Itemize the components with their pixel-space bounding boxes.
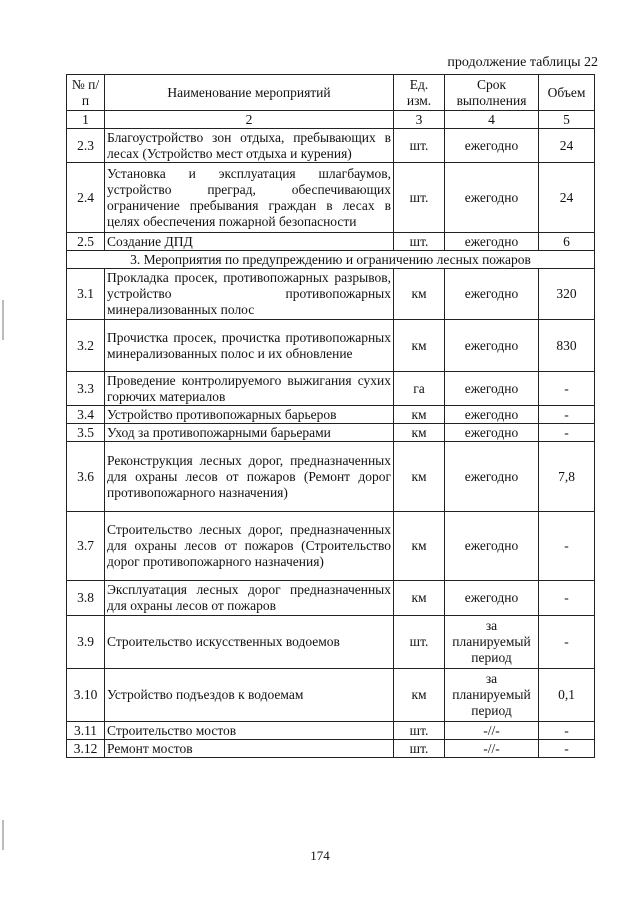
table-row — [67, 406, 595, 424]
row-name: Реконструкция лесных дорог, предназначенных для охраны лесов от пожаров (Ремонт дорог противопожарного назначения) — [105, 442, 394, 512]
table-row — [67, 740, 595, 758]
row-num: 2.4 — [67, 163, 105, 233]
colnum: 5 — [539, 111, 595, 129]
row-name: Установка и эксплуатация шлагбаумов, устройство преград, обеспечивающих ограничение пребывания граждан в лесах в целях обеспечения пожарной безопасности — [105, 163, 394, 233]
row-term: ежегодно — [445, 320, 539, 372]
row-volume: 24 — [539, 163, 595, 233]
row-unit: шт. — [394, 129, 445, 163]
row-num: 3.8 — [67, 581, 105, 616]
row-unit: шт. — [394, 722, 445, 740]
row-name: Создание ДПД — [105, 233, 394, 251]
row-num: 3.4 — [67, 406, 105, 424]
row-num: 3.1 — [67, 269, 105, 320]
row-name: Строительство лесных дорог, предназначенных для охраны лесов от пожаров (Строительство дорог противопожарного назначения) — [105, 512, 394, 581]
table-row — [67, 616, 595, 669]
column-numbers-row — [67, 111, 595, 129]
table-row — [67, 442, 595, 512]
table-row — [67, 233, 595, 251]
row-term: ежегодно — [445, 424, 539, 442]
row-name: Ремонт мостов — [105, 740, 394, 758]
header-name: Наименование мероприятий — [105, 75, 394, 111]
row-unit: км — [394, 406, 445, 424]
row-name: Проведение контролируемого выжигания сухих горючих материалов — [105, 372, 394, 406]
table-row — [67, 129, 595, 163]
table-row — [67, 320, 595, 372]
row-num: 3.12 — [67, 740, 105, 758]
row-volume: 830 — [539, 320, 595, 372]
header-num: № п/п — [67, 75, 105, 111]
colnum: 3 — [394, 111, 445, 129]
row-volume: - — [539, 722, 595, 740]
row-num: 3.9 — [67, 616, 105, 669]
row-volume: - — [539, 740, 595, 758]
row-num: 2.3 — [67, 129, 105, 163]
table-row — [67, 581, 595, 616]
section-heading: 3. Мероприятия по предупреждению и ограничению лесных пожаров — [67, 251, 595, 269]
row-name: Устройство противопожарных барьеров — [105, 406, 394, 424]
row-volume: 7,8 — [539, 442, 595, 512]
row-volume: - — [539, 581, 595, 616]
row-num: 3.11 — [67, 722, 105, 740]
row-unit: шт. — [394, 740, 445, 758]
row-unit: км — [394, 512, 445, 581]
row-unit: км — [394, 424, 445, 442]
row-unit: км — [394, 269, 445, 320]
measures-table — [66, 74, 595, 758]
header-volume: Объем — [539, 75, 595, 111]
row-name: Прочистка просек, прочистка противопожарных минерализованных полос и их обновление — [105, 320, 394, 372]
row-name: Строительство мостов — [105, 722, 394, 740]
row-name: Эксплуатация лесных дорог предназначенных для охраны лесов от пожаров — [105, 581, 394, 616]
table-row — [67, 163, 595, 233]
row-volume: 6 — [539, 233, 595, 251]
scan-edge-mark — [2, 820, 4, 850]
table-continuation-label: продолжение таблицы 22 — [447, 55, 598, 70]
row-unit: шт. — [394, 616, 445, 669]
row-num: 3.5 — [67, 424, 105, 442]
row-unit: га — [394, 372, 445, 406]
row-unit: км — [394, 320, 445, 372]
colnum: 1 — [67, 111, 105, 129]
row-volume: - — [539, 424, 595, 442]
row-num: 3.6 — [67, 442, 105, 512]
row-num: 3.2 — [67, 320, 105, 372]
table-row — [67, 722, 595, 740]
row-term: ежегодно — [445, 581, 539, 616]
row-num: 2.5 — [67, 233, 105, 251]
row-name: Строительство искусственных водоемов — [105, 616, 394, 669]
table-row — [67, 512, 595, 581]
row-term: ежегодно — [445, 269, 539, 320]
row-term: за планируемый период — [445, 616, 539, 669]
scan-edge-mark — [2, 300, 4, 340]
row-volume: 0,1 — [539, 669, 595, 722]
page-number: 174 — [310, 848, 330, 863]
section-row — [67, 251, 595, 269]
row-unit: км — [394, 581, 445, 616]
row-name: Прокладка просек, противопожарных разрывов, устройство противопожарных минерализованных полос — [105, 269, 394, 320]
colnum: 2 — [105, 111, 394, 129]
row-volume: - — [539, 372, 595, 406]
row-unit: шт. — [394, 233, 445, 251]
row-volume: 24 — [539, 129, 595, 163]
table-row — [67, 269, 595, 320]
row-term: ежегодно — [445, 442, 539, 512]
row-term: ежегодно — [445, 406, 539, 424]
row-num: 3.10 — [67, 669, 105, 722]
row-term: -//- — [445, 740, 539, 758]
row-volume: - — [539, 406, 595, 424]
table-row — [67, 372, 595, 406]
header-unit: Ед. изм. — [394, 75, 445, 111]
row-term: -//- — [445, 722, 539, 740]
row-term: ежегодно — [445, 233, 539, 251]
row-volume: 320 — [539, 269, 595, 320]
row-unit: км — [394, 669, 445, 722]
row-num: 3.3 — [67, 372, 105, 406]
header-term: Срок выполнения — [445, 75, 539, 111]
row-unit: км — [394, 442, 445, 512]
colnum: 4 — [445, 111, 539, 129]
row-unit: шт. — [394, 163, 445, 233]
table-header-row — [67, 75, 595, 111]
table-row — [67, 669, 595, 722]
row-name: Устройство подъездов к водоемам — [105, 669, 394, 722]
row-term: за планируемый период — [445, 669, 539, 722]
row-term: ежегодно — [445, 129, 539, 163]
row-term: ежегодно — [445, 163, 539, 233]
row-term: ежегодно — [445, 372, 539, 406]
row-volume: - — [539, 616, 595, 669]
row-name: Уход за противопожарными барьерами — [105, 424, 394, 442]
row-name: Благоустройство зон отдыха, пребывающих в лесах (Устройство мест отдыха и курения) — [105, 129, 394, 163]
table-row — [67, 424, 595, 442]
row-volume: - — [539, 512, 595, 581]
row-num: 3.7 — [67, 512, 105, 581]
row-term: ежегодно — [445, 512, 539, 581]
